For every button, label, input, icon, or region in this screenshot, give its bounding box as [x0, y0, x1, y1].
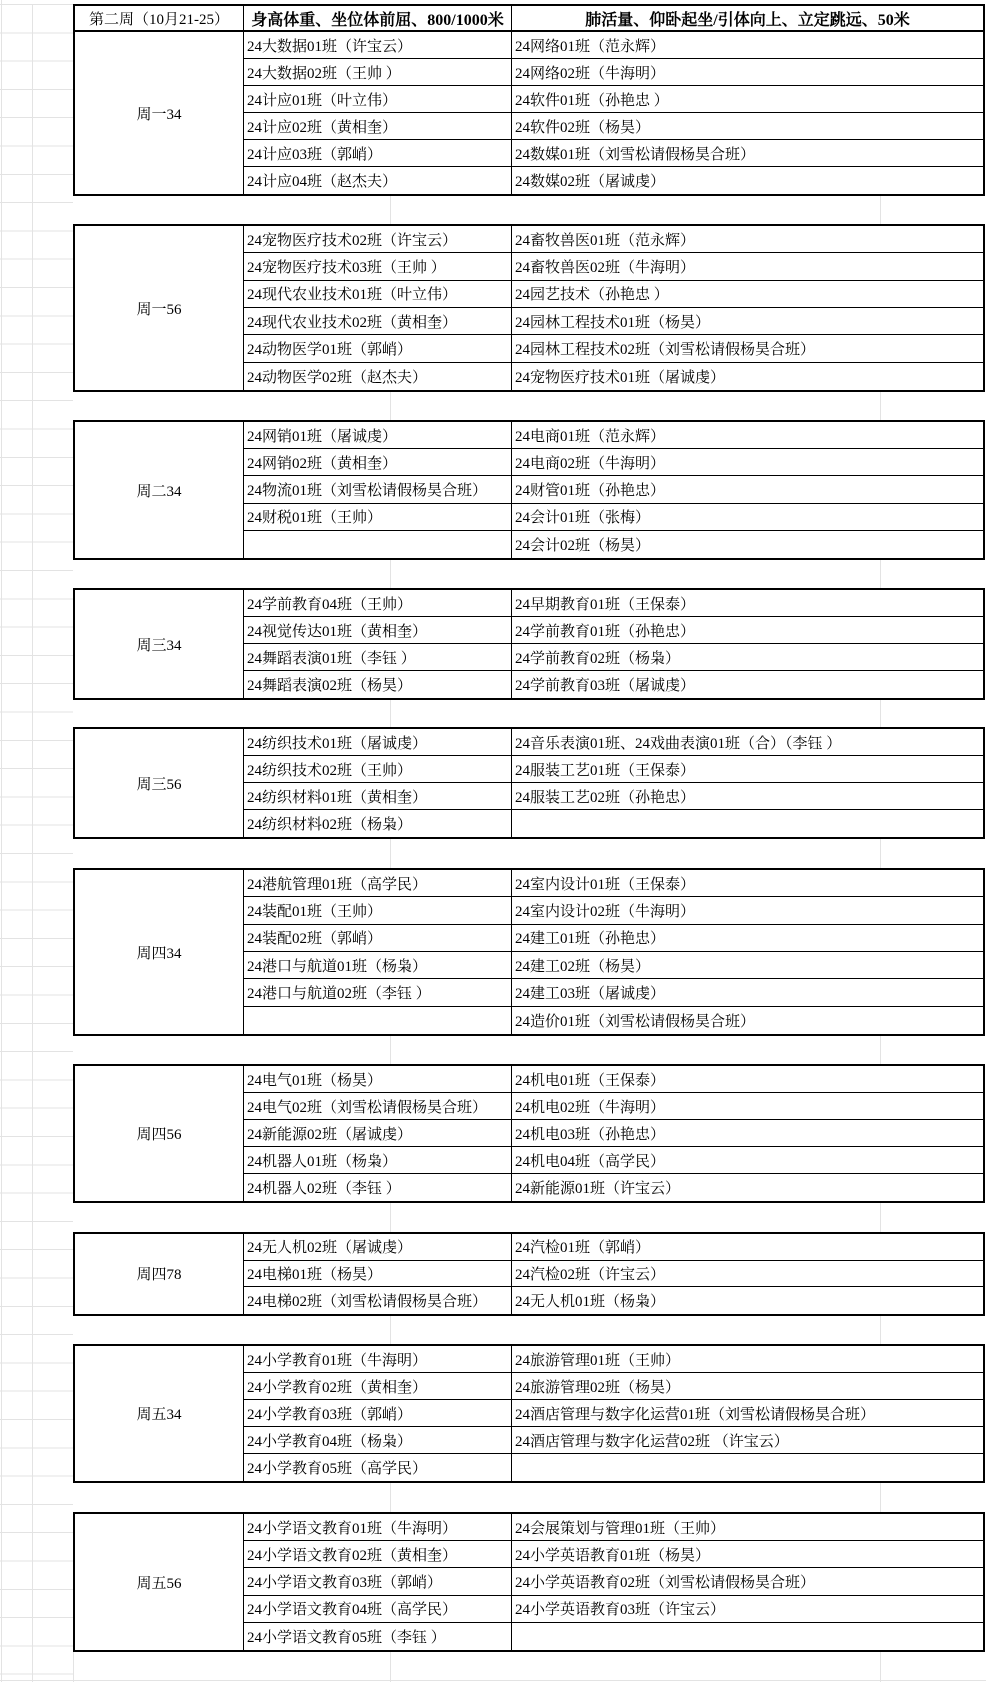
class-cell-right[interactable]: 24数媒01班（刘雪松请假杨昊合班） [512, 140, 983, 167]
class-cell-left[interactable]: 24港口与航道01班（杨枭） [244, 952, 512, 979]
week-label-cell[interactable]: 周五34 [75, 1346, 244, 1481]
class-cell-left[interactable]: 24装配02班（郭峭） [244, 925, 512, 952]
class-cell-left[interactable]: 24财税01班（王帅） [244, 504, 512, 531]
week-section [73, 727, 985, 839]
class-cell-left[interactable]: 24计应04班（赵杰夫） [244, 167, 512, 194]
week-section [73, 1232, 985, 1316]
class-cell-left[interactable] [244, 531, 512, 558]
class-cell-right[interactable]: 24汽检01班（郭峭） [512, 1234, 983, 1261]
sheet-gridline [880, 1652, 881, 1682]
class-cell-left[interactable]: 24小学教育05班（高学民） [244, 1454, 512, 1481]
schedule-table-header [73, 4, 985, 31]
class-cell-left[interactable]: 24小学语文教育01班（牛海明） [244, 1514, 512, 1541]
week-section [73, 1064, 985, 1203]
class-cell-right[interactable]: 24小学英语教育01班（杨昊） [512, 1541, 983, 1568]
class-cell-left[interactable]: 24港口与航道02班（李钰 ） [244, 979, 512, 1006]
class-cell-right[interactable]: 24造价01班（刘雪松请假杨昊合班） [515, 1013, 756, 1030]
class-cell-right[interactable]: 24音乐表演01班、24戏曲表演01班（合）（李钰 ） [512, 729, 983, 756]
sheet-gridline [390, 560, 391, 588]
sheet-gridline [880, 1036, 881, 1064]
class-cell-left[interactable]: 24小学教育01班（牛海明） [244, 1346, 512, 1373]
class-cell-right[interactable]: 24旅游管理01班（王帅） [512, 1346, 983, 1373]
class-cell-left[interactable]: 24舞蹈表演02班（杨昊） [244, 671, 512, 698]
class-cell-right[interactable]: 24数媒02班（屠诚虔） [515, 174, 666, 190]
test-group-1-cell[interactable]: 身高体重、坐位体前屈、800/1000米 [244, 6, 512, 31]
week-label-cell[interactable]: 周二34 [75, 422, 244, 558]
class-cell-left[interactable]: 24港航管理01班（高学民） [244, 870, 512, 897]
class-cell-left[interactable]: 24新能源02班（屠诚虔） [244, 1120, 512, 1147]
class-cell-right[interactable]: 24新能源01班（许宝云） [515, 1181, 681, 1197]
class-cell-right[interactable]: 24建工02班（杨昊） [512, 952, 983, 979]
class-cell-left[interactable]: 24动物医学01班（郭峭） [244, 335, 512, 362]
class-cell-right[interactable]: 24软件01班（孙艳忠 ） [512, 86, 983, 113]
week-label-cell[interactable]: 周四34 [75, 870, 244, 1034]
class-cell-right[interactable]: 24服装工艺01班（王保泰） [512, 756, 983, 783]
class-cell-left[interactable]: 24宠物医疗技术02班（许宝云） [244, 226, 512, 253]
week-range-cell[interactable]: 第二周（10月21-25） [75, 6, 244, 31]
week-label-cell[interactable]: 周一56 [75, 226, 244, 390]
sheet-gridline [390, 1203, 391, 1232]
week-label-cell[interactable]: 周四78 [75, 1234, 244, 1314]
class-cell-left[interactable]: 24小学语文教育02班（黄相奎） [244, 1541, 512, 1568]
class-cell-left[interactable]: 24机器人02班（李钰 ） [244, 1174, 512, 1201]
class-cell-right[interactable]: 24电商01班（范永辉） [512, 422, 983, 449]
class-cell-right[interactable]: 24软件02班（杨昊） [512, 113, 983, 140]
class-cell-left[interactable]: 24计应01班（叶立伟） [244, 86, 512, 113]
class-cell-left[interactable]: 24动物医学02班（赵杰夫） [244, 363, 512, 390]
week-section [73, 1344, 985, 1483]
class-cell-right[interactable]: 24财管01班（孙艳忠） [512, 476, 983, 503]
class-cell-left[interactable]: 24舞蹈表演01班（李钰 ） [244, 644, 512, 671]
week-label-cell[interactable]: 周四56 [75, 1066, 244, 1201]
class-cell-right[interactable]: 24小学英语教育02班（刘雪松请假杨昊合班） [512, 1568, 983, 1595]
sheet-gridline [1, 0, 2, 1682]
class-cell-right[interactable]: 24园林工程技术02班（刘雪松请假杨昊合班） [512, 335, 983, 362]
class-cell-right[interactable]: 24学前教育03班（屠诚虔） [515, 678, 696, 694]
week-section [73, 224, 985, 392]
class-cell-right[interactable]: 24旅游管理02班（杨昊） [512, 1373, 983, 1400]
sheet-gridline [73, 1652, 74, 1682]
sheet-gridline [880, 196, 881, 224]
class-cell-left[interactable]: 24机器人01班（杨枭） [244, 1147, 512, 1174]
class-cell-left[interactable] [244, 1007, 512, 1034]
test-group-2-cell[interactable]: 肺活量、仰卧起坐/引体向上、立定跳远、50米 [585, 12, 910, 29]
class-cell-left[interactable]: 24小学语文教育04班（高学民） [244, 1596, 512, 1623]
class-cell-right[interactable]: 24会计02班（杨昊） [515, 537, 651, 554]
class-cell-left[interactable]: 24学前教育04班（王帅） [244, 590, 512, 617]
class-cell-right[interactable]: 24机电02班（牛海明） [512, 1093, 983, 1120]
sheet-gridline [880, 1316, 881, 1344]
class-cell-right[interactable]: 24机电01班（王保泰） [512, 1066, 983, 1093]
class-cell-right[interactable]: 24园林工程技术01班（杨昊） [512, 308, 983, 335]
class-cell-right[interactable]: 24学前教育01班（孙艳忠） [512, 617, 983, 644]
week-section [73, 1512, 985, 1652]
class-cell-right[interactable]: 24宠物医疗技术01班（屠诚虔） [515, 369, 726, 386]
class-cell-right[interactable]: 24会计01班（张梅） [512, 504, 983, 531]
class-cell-right[interactable]: 24网络02班（牛海明） [512, 59, 983, 86]
sheet-gridline [880, 1483, 881, 1512]
class-cell-left[interactable]: 24网销01班（屠诚虔） [244, 422, 512, 449]
week-label-cell[interactable]: 周三34 [75, 590, 244, 698]
sheet-gridline [390, 839, 391, 868]
week-label-cell[interactable]: 周一34 [75, 32, 244, 194]
sheet-gridline [880, 392, 881, 420]
class-cell-left[interactable]: 24网销02班（黄相奎） [244, 449, 512, 476]
class-cell-left[interactable]: 24现代农业技术01班（叶立伟） [244, 281, 512, 308]
class-cell-left[interactable]: 24纺织技术01班（屠诚虔） [244, 729, 512, 756]
sheet-gridline [390, 392, 391, 420]
class-cell-left[interactable]: 24小学教育02班（黄相奎） [244, 1373, 512, 1400]
class-cell-right[interactable]: 24室内设计02班（牛海明） [512, 897, 983, 924]
class-cell-left[interactable]: 24现代农业技术02班（黄相奎） [244, 308, 512, 335]
class-cell-right[interactable]: 24畜牧兽医02班（牛海明） [512, 253, 983, 280]
class-cell-left[interactable]: 24电梯01班（杨昊） [244, 1261, 512, 1288]
sheet-gridline [390, 1036, 391, 1064]
class-cell-left[interactable]: 24宠物医疗技术03班（王帅 ） [244, 253, 512, 280]
class-cell-left[interactable]: 24纺织材料02班（杨枭） [244, 810, 512, 837]
class-cell-right[interactable]: 24室内设计01班（王保泰） [512, 870, 983, 897]
class-cell-right[interactable] [512, 810, 983, 837]
sheet-gridline [390, 700, 391, 727]
sheet-gridline [32, 4, 33, 1682]
class-cell-right[interactable]: 24电商02班（牛海明） [512, 449, 983, 476]
class-cell-left[interactable]: 24小学教育03班（郭峭） [244, 1400, 512, 1427]
class-cell-left[interactable]: 24计应03班（郭峭） [244, 140, 512, 167]
class-cell-left[interactable]: 24电气01班（杨昊） [244, 1066, 512, 1093]
class-cell-right[interactable]: 24服装工艺02班（孙艳忠） [512, 783, 983, 810]
class-cell-right[interactable]: 24机电03班（孙艳忠） [512, 1120, 983, 1147]
sheet-gridline [880, 700, 881, 727]
week-section [73, 420, 985, 560]
class-cell-left[interactable]: 24小学语文教育05班（李钰 ） [244, 1623, 512, 1650]
class-cell-left[interactable]: 24纺织材料01班（黄相奎） [244, 783, 512, 810]
class-cell-left[interactable]: 24无人机02班（屠诚虔） [244, 1234, 512, 1261]
class-cell-right[interactable]: 24学前教育02班（杨枭） [512, 644, 983, 671]
sheet-gridline [880, 839, 881, 868]
sheet-gridline [0, 1680, 986, 1681]
class-cell-left[interactable]: 24物流01班（刘雪松请假杨昊合班） [244, 476, 512, 503]
sheet-gridline [390, 1316, 391, 1344]
class-cell-left[interactable]: 24小学教育04班（杨枭） [244, 1427, 512, 1454]
week-label-cell[interactable]: 周三56 [75, 729, 244, 837]
class-cell-left[interactable]: 24大数据02班（王帅 ） [244, 59, 512, 86]
class-cell-right[interactable]: 24无人机01班（杨枭） [515, 1294, 666, 1311]
class-cell-right[interactable]: 24汽检02班（许宝云） [512, 1261, 983, 1288]
week-section [73, 588, 985, 700]
sheet-gridline [880, 560, 881, 588]
class-cell-right[interactable]: 24酒店管理与数字化运营01班（刘雪松请假杨昊合班） [512, 1400, 983, 1427]
class-cell-left[interactable]: 24大数据01班（许宝云） [244, 32, 512, 59]
week-section [73, 30, 985, 196]
class-cell-right[interactable]: 24会展策划与管理01班（王帅） [512, 1514, 983, 1541]
class-cell-right[interactable]: 24畜牧兽医01班（范永辉） [512, 226, 983, 253]
class-cell-right[interactable]: 24建工01班（孙艳忠） [512, 925, 983, 952]
sheet-gridline [390, 1483, 391, 1512]
class-cell-right[interactable]: 24园艺技术（孙艳忠 ） [512, 281, 983, 308]
class-cell-right[interactable] [512, 1623, 983, 1650]
class-cell-left[interactable]: 24小学语文教育03班（郭峭） [244, 1568, 512, 1595]
sheet-gridline [390, 196, 391, 224]
class-cell-left[interactable]: 24纺织技术02班（王帅） [244, 756, 512, 783]
class-cell-right[interactable]: 24机电04班（高学民） [512, 1147, 983, 1174]
week-section [73, 868, 985, 1036]
sheet-gridline [880, 1203, 881, 1232]
sheet-gridline [390, 1652, 391, 1682]
class-cell-left[interactable]: 24装配01班（王帅） [244, 897, 512, 924]
class-cell-left[interactable]: 24视觉传达01班（黄相奎） [244, 617, 512, 644]
sheet-left-gutter [0, 4, 73, 1682]
class-cell-right[interactable] [512, 1454, 983, 1481]
class-cell-right[interactable]: 24早期教育01班（王保泰） [512, 590, 983, 617]
class-cell-right[interactable]: 24酒店管理与数字化运营02班 （许宝云） [512, 1427, 983, 1454]
class-cell-left[interactable]: 24计应02班（黄相奎） [244, 113, 512, 140]
class-cell-right[interactable]: 24小学英语教育03班（许宝云） [512, 1596, 983, 1623]
class-cell-left[interactable]: 24电气02班（刘雪松请假杨昊合班） [244, 1093, 512, 1120]
week-label-cell[interactable]: 周五56 [75, 1514, 244, 1650]
class-cell-right[interactable]: 24网络01班（范永辉） [512, 32, 983, 59]
class-cell-left[interactable]: 24电梯02班（刘雪松请假杨昊合班） [244, 1287, 512, 1314]
class-cell-right[interactable]: 24建工03班（屠诚虔） [512, 979, 983, 1006]
